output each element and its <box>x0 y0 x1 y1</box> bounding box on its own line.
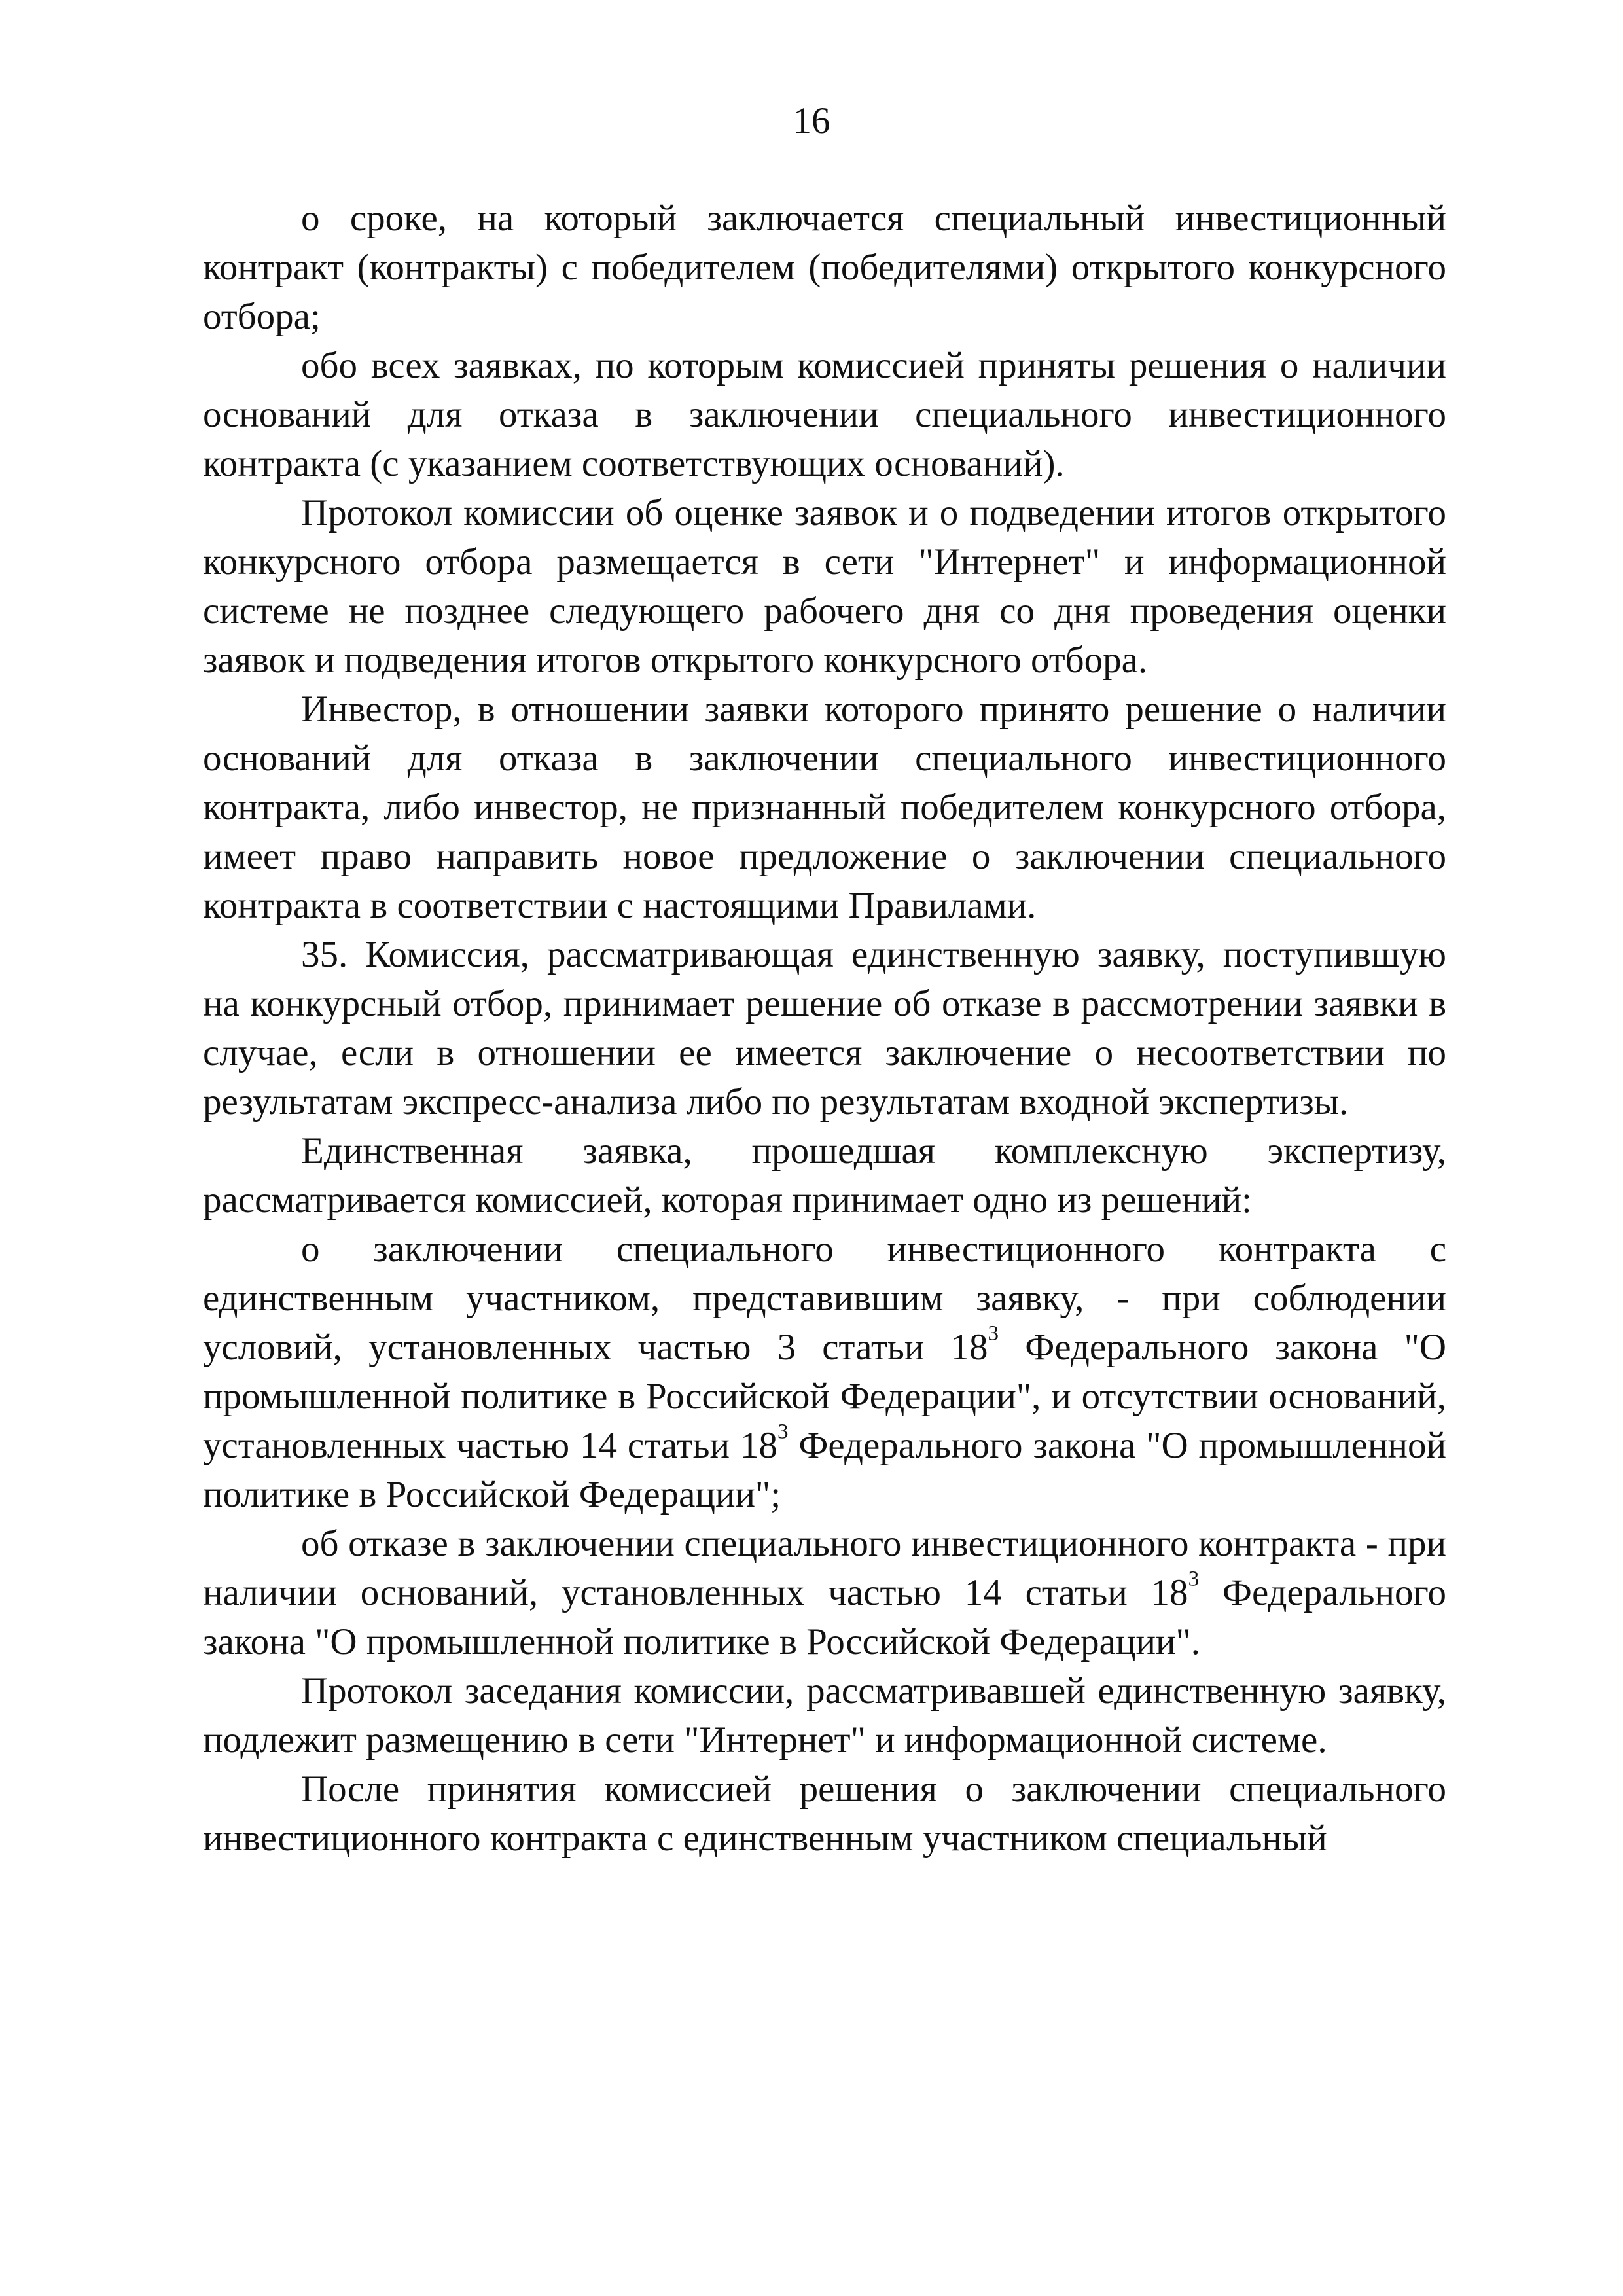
paragraph-meeting-protocol: Протокол заседания комиссии, рассматривавшей единственную заявку, подлежит размещению в сети "Интернет" и информационной системе. <box>203 1670 1446 1761</box>
paragraph-clause-35: 35. Комиссия, рассматривающая единственную заявку, поступившую на конкурсный отбор, принимает решение об отказе в рассмотрении заявки в случае, если в отношении ее имеется заключение о несоответствии по результатам экспресс-анализа либо по результатам входной экспертизы. <box>203 934 1446 1122</box>
paragraph-after-decision: После принятия комиссией решения о заключении специального инвестиционного контракта с единственным участником специальный <box>203 1768 1446 1859</box>
page-number: 16 <box>793 100 830 141</box>
paragraph-protocol-publication: Протокол комиссии об оценке заявок и о подведении итогов открытого конкурсного отбора размещается в сети "Интернет" и информационной системе не позднее следующего рабочего дня со дня проведения оценки заявок и подведения итогов открытого конкурсного отбора. <box>203 492 1446 681</box>
paragraph-decision-conclude: о заключении специального инвестиционного контракта с единственным участником, представившим заявку, - при соблюдении условий, установленных частью 3 статьи $18^3$ Федерального закона "О промышленной политике в Российской Федерации", и отсутствии оснований, установленных частью 14 статьи $18^3$ Федерального закона "О промышленной политике в Российской Федерации"; <box>203 1229 1446 1515</box>
document-body <box>203 194 1446 1863</box>
paragraph-decision-refuse: об отказе в заключении специального инвестиционного контракта - при наличии оснований, установленных частью 14 статьи $18^3$ Федерального закона "О промышленной политике в Российской Федерации". <box>203 1523 1446 1662</box>
paragraph-applications: обо всех заявках, по которым комиссией приняты решения о наличии оснований для отказа в заключении специального инвестиционного контракта (с указанием соответствующих оснований). <box>203 345 1446 484</box>
paragraph-term: о сроке, на который заключается специальный инвестиционный контракт (контракты) с победителем (победителями) открытого конкурсного отбора; <box>203 198 1446 337</box>
paragraph-single-application: Единственная заявка, прошедшая комплексную экспертизу, рассматривается комиссией, которая принимает одно из решений: <box>203 1130 1446 1221</box>
paragraph-investor-right: Инвестор, в отношении заявки которого принято решение о наличии оснований для отказа в заключении специального инвестиционного контракта, либо инвестор, не признанный победителем конкурсного отбора, имеет право направить новое предложение о заключении специального контракта в соответствии с настоящими Правилами. <box>203 689 1446 926</box>
